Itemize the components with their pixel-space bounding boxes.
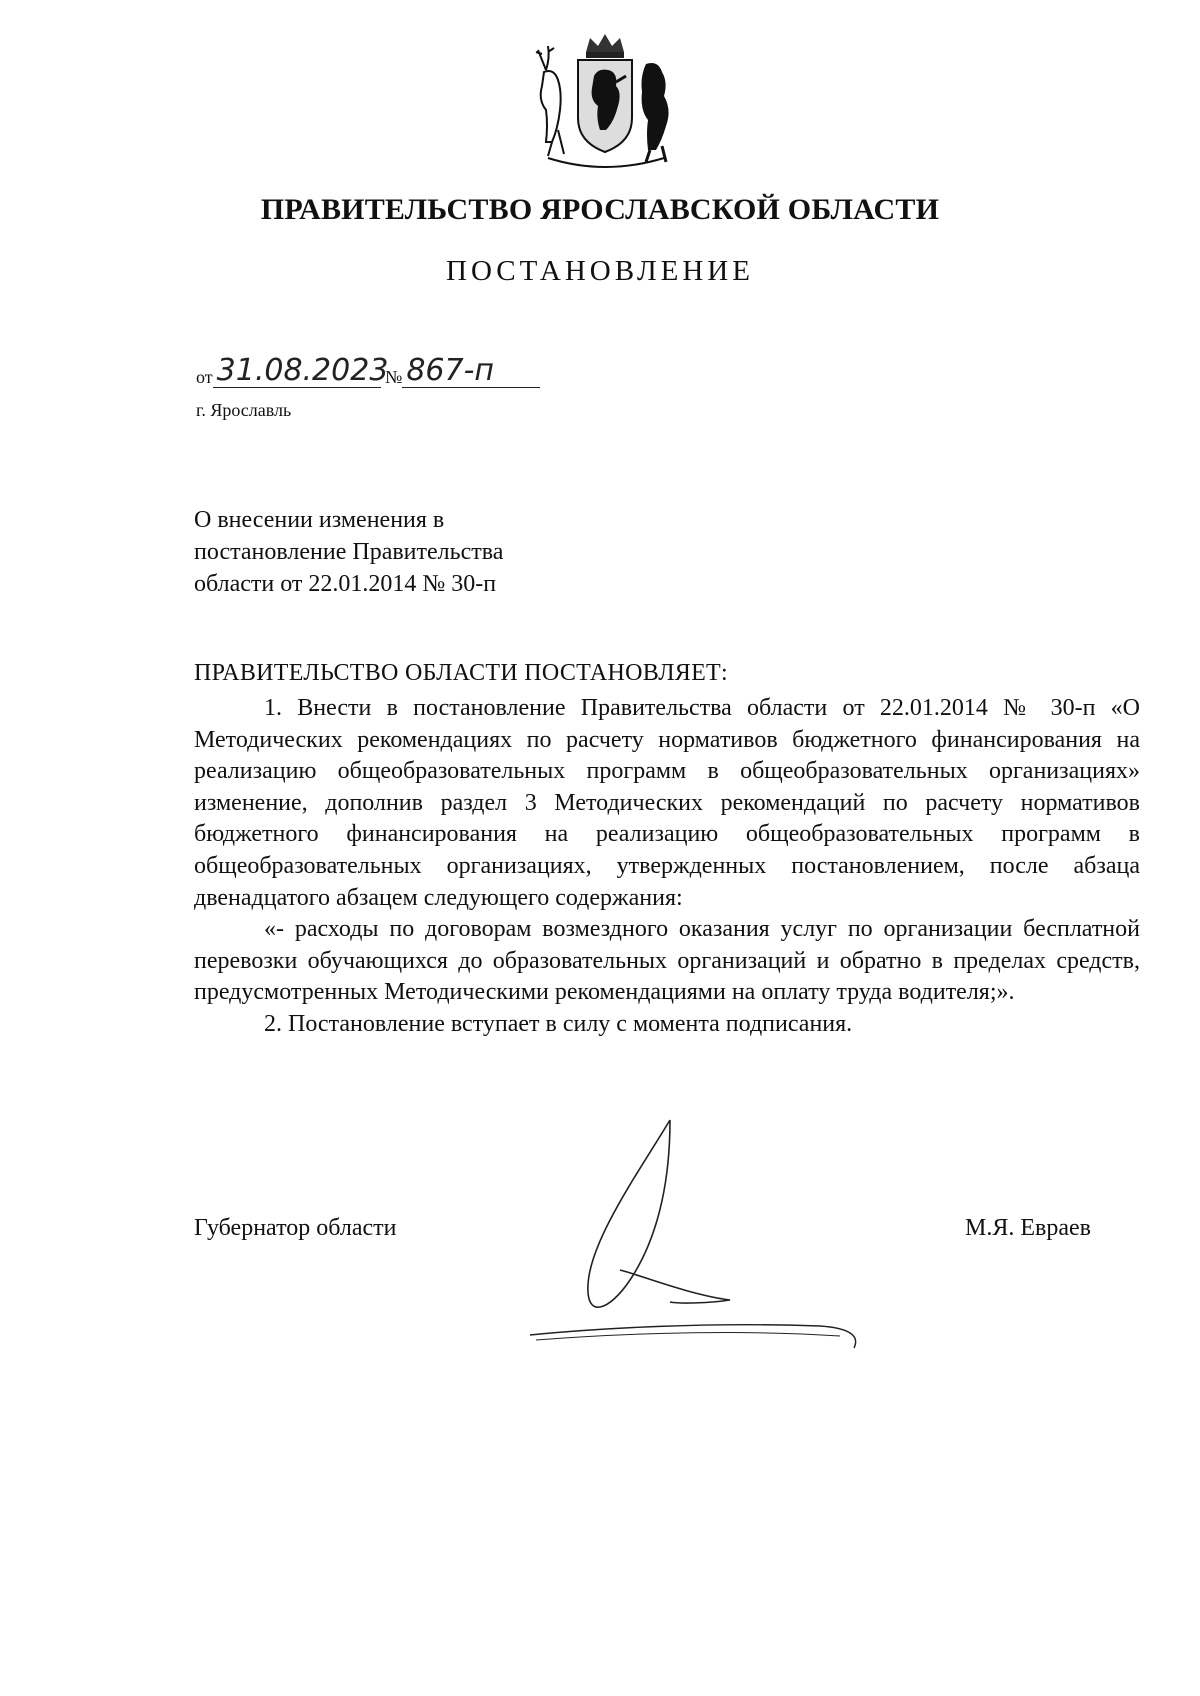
city: г. Ярославль — [196, 400, 292, 420]
paragraph-3: 2. Постановление вступает в силу с момента подписания. — [264, 1010, 853, 1037]
number-prefix: № — [385, 367, 403, 387]
signatory-name: М.Я. Евраев — [965, 1215, 1091, 1241]
subject-line-3: области от 22.01.2014 № 30-п — [194, 571, 497, 597]
date-prefix: от — [196, 367, 213, 387]
subject-line-2: постановление Правительства — [194, 539, 504, 565]
document-number: 867-п — [402, 355, 540, 388]
document-subject — [194, 504, 614, 600]
document-type: ПОСТАНОВЛЕНИЕ — [446, 255, 754, 287]
organization-title: ПРАВИТЕЛЬСТВО ЯРОСЛАВСКОЙ ОБЛАСТИ — [260, 193, 940, 226]
yaroslavl-coat-of-arms-icon — [528, 30, 683, 170]
handwritten-signature-icon — [520, 1100, 900, 1350]
document-date: 31.08.2023 — [213, 355, 381, 388]
paragraph-2: «- расходы по договорам возмездного оказания услуг по организации бесплатной перевозки обучающихся до образовательных организаций и обратно в пределах средств, предусмотренных Методическими рекомендациями на оплату труда водителя;». — [194, 916, 1140, 1006]
subject-line-1: О внесении изменения в — [194, 507, 445, 533]
registration-line — [196, 355, 540, 395]
paragraph-1: 1. Внести в постановление Правительства области от 22.01.2014 № 30-п «О Методических рекомендациях по расчету нормативов бюджетного финансирования на реализацию общеобразовательных программ в общеобразовательных организациях» изменение, дополнив раздел 3 Методических рекомендаций по расчету нормативов бюджетного финансирования на реализацию общеобразовательных программ в общеобразовательных организациях, утвержденных постановлением, после абзаца двенадцатого абзацем следующего содержания: — [194, 695, 1140, 911]
signatory-role: Губернатор области — [194, 1215, 397, 1241]
preamble: ПРАВИТЕЛЬСТВО ОБЛАСТИ ПОСТАНОВЛЯЕТ: — [194, 660, 728, 686]
document-body — [194, 693, 1140, 1041]
